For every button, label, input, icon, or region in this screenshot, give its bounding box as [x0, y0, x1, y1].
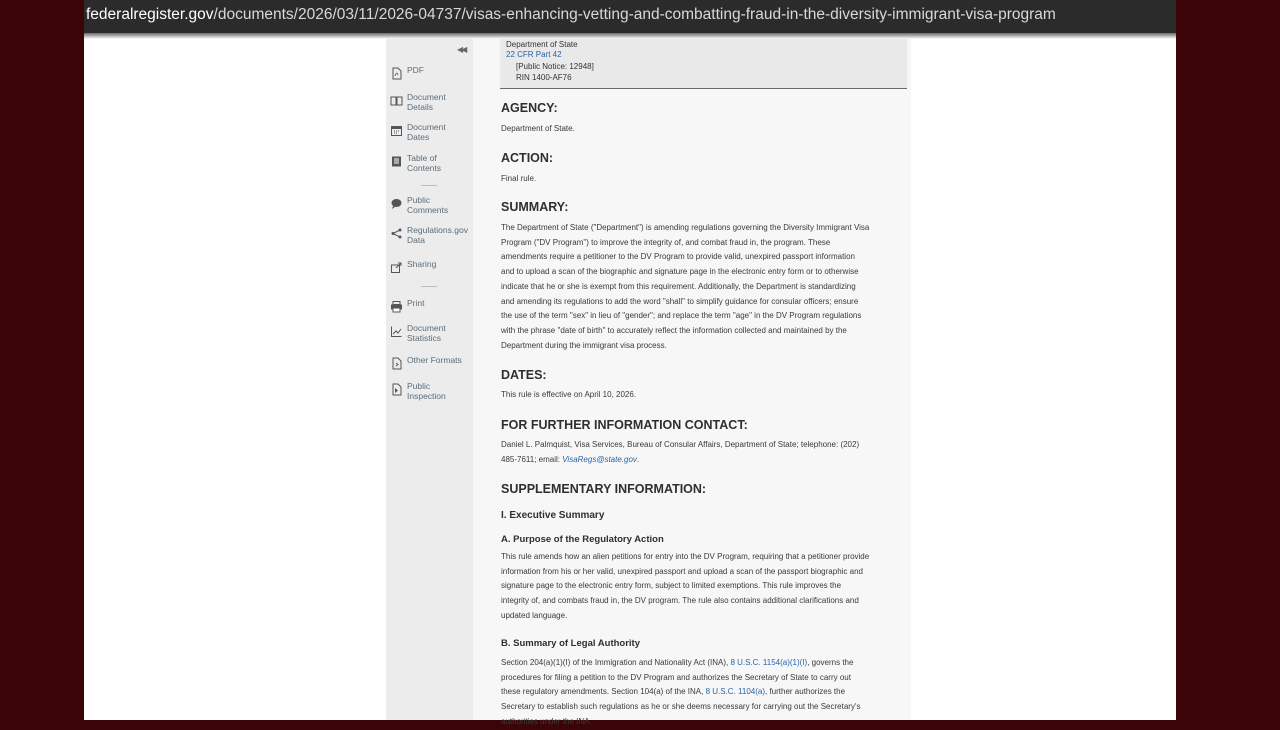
usc-link[interactable]: 8 U.S.C. 1104(a): [705, 687, 765, 697]
purpose-line: signature page to the electronic entry form, subject to limited exemptions. This rule improves the: [501, 581, 842, 591]
summary-line: indicate that he or she is exempt from this requirement. Additionally, the Department is standardizing: [501, 281, 856, 291]
summary-line: and amending its regulations to add the word "shall" to simplify guidance for consular officers; ensure: [501, 296, 859, 306]
double-chevron-left-icon[interactable]: ◀◀: [457, 45, 466, 54]
legal-line: [501, 656, 860, 671]
dates-heading: DATES:: [501, 368, 547, 382]
executive-summary-heading: I. Executive Summary: [501, 510, 605, 521]
print-icon: [390, 300, 403, 313]
summary-line: Program ("DV Program") to improve the integrity of, and combat fraud in, the program. These: [501, 237, 831, 247]
header-public-notice: [Public Notice: 12948]: [516, 62, 594, 71]
agency-text: Department of State.: [501, 124, 575, 133]
purpose-line: This rule amends how an alien petitions for entry into the DV Program, requiring that a petitioner provide: [501, 552, 870, 561]
calendar-icon: [390, 124, 403, 137]
sidebar-item-label: Document Dates: [407, 122, 446, 142]
usc-link[interactable]: 8 U.S.C. 1154(a)(1)(I): [730, 658, 808, 667]
address-bar[interactable]: [84, 0, 1176, 33]
contact-line: [501, 453, 859, 468]
sidebar-item-public-inspection[interactable]: [390, 382, 446, 401]
share-icon: [390, 261, 403, 274]
legal-text: , further authorizes the: [765, 687, 846, 697]
header-rin: RIN 1400-AF76: [516, 73, 572, 82]
contact-line-prefix: 485-7611; email:: [501, 454, 563, 464]
sidebar-item-label: Other Formats: [407, 355, 462, 365]
sidebar-item-label: Regulations.gov Data: [407, 225, 468, 245]
summary-line: amendments require a petitioner to the DV Program to provide valid, unexpired passport information: [501, 252, 855, 262]
agency-heading: AGENCY:: [501, 101, 558, 115]
document-sidebar: [386, 39, 473, 720]
summary-line: Department during the immigrant visa process.: [501, 340, 667, 350]
sidebar-item-label: PDF: [407, 65, 424, 75]
inspection-icon: [390, 383, 403, 396]
summary-heading: SUMMARY:: [501, 200, 569, 214]
sidebar-divider: [421, 286, 437, 287]
sidebar-item-sharing[interactable]: [390, 260, 436, 274]
legal-line: [501, 685, 860, 700]
sidebar-divider: [421, 185, 437, 186]
url-path: /documents/2026/03/11/2026-04737/visas-enhancing-vetting-and-combatting-fraud-in-the-diversity-immigrant-visa-program: [213, 6, 1056, 23]
sidebar-item-label: Sharing: [407, 259, 437, 269]
summary-line: The Department of State ("Department") is amending regulations governing the Diversity Immigrant Visa: [501, 223, 870, 232]
document-header-box: [500, 39, 907, 89]
pdf-icon: [390, 67, 403, 80]
sidebar-item-public-comments[interactable]: [390, 196, 448, 215]
summary-line: and to upload a scan of the biographic and signature page in the electronic entry form or to otherwise: [501, 267, 859, 277]
table-of-contents-icon: [390, 155, 403, 168]
email-link[interactable]: VisaRegs@state.gov: [562, 454, 637, 464]
contact-paragraph: [501, 438, 859, 467]
summary-paragraph: [501, 221, 869, 353]
sidebar-item-label: Document Details: [407, 92, 446, 112]
share-nodes-icon: [390, 227, 403, 240]
sidebar-item-label: Public Comments: [407, 195, 449, 215]
legal-authority-heading: B. Summary of Legal Authority: [501, 638, 640, 649]
action-text: Final rule.: [501, 174, 537, 183]
legal-line: procedures for filing a petition to the DV Program and authorizes the Secretary of State to carry out: [501, 672, 851, 682]
chart-icon: [390, 325, 403, 338]
supplementary-heading: SUPPLEMENTARY INFORMATION:: [501, 482, 707, 496]
comment-icon: [390, 197, 403, 210]
legal-text: these regulatory amendments. Section 104(a) of the INA,: [501, 687, 706, 697]
contact-line: Daniel L. Palmquist, Visa Services, Bureau of Consular Affairs, Department of State; telephone: (202): [501, 440, 860, 449]
header-agency: Department of State: [506, 40, 578, 49]
document-content: [473, 39, 911, 726]
purpose-heading: A. Purpose of the Regulatory Action: [501, 534, 664, 545]
sidebar-item-label: Public Inspection: [407, 381, 446, 401]
browser-frame: [84, 0, 1176, 726]
book-icon: [390, 94, 403, 107]
purpose-line: integrity of, and combats fraud in, the DV program. The rule also contains additional clarifications and: [501, 596, 859, 606]
sidebar-item-document-statistics[interactable]: [390, 324, 446, 343]
purpose-line: updated language.: [501, 610, 568, 620]
sidebar-item-table-of-contents[interactable]: [390, 154, 441, 173]
legal-line: authorities under the INA.: [501, 716, 592, 726]
legal-authority-paragraph: [501, 656, 860, 730]
purpose-line: information from his or her valid, unexpired passport and upload a scan of the passport biographic and: [501, 566, 863, 576]
legal-line: Secretary to establish such regulations as he or she deems necessary for carrying out the Secretary's: [501, 702, 861, 712]
dates-text: This rule is effective on April 10, 2026.: [501, 390, 637, 399]
sidebar-item-regulations-gov-data[interactable]: [390, 226, 468, 245]
sidebar-item-document-dates[interactable]: [390, 123, 446, 142]
sidebar-item-pdf[interactable]: [390, 66, 424, 80]
contact-heading: FOR FURTHER INFORMATION CONTACT:: [501, 418, 748, 432]
legal-text: Section 204(a)(1)(I) of the Immigration and Nationality Act (INA),: [501, 658, 731, 667]
summary-line: with the phrase "date of birth" to accurately reflect the information collected and maintained by the: [501, 325, 847, 335]
sidebar-item-label: Print: [407, 298, 425, 308]
sidebar-item-label: Document Statistics: [407, 323, 446, 343]
summary-line: the use of the term "sex" in lieu of "gender"; and replace the term "age" in the DV Program regulations: [501, 311, 862, 321]
contact-line-suffix: .: [636, 454, 640, 464]
sidebar-item-document-details[interactable]: [390, 93, 446, 112]
url-domain: federalregister.gov: [86, 6, 214, 23]
legal-text: , governs the: [807, 658, 854, 667]
sidebar-item-print[interactable]: [390, 299, 424, 313]
sidebar-item-other-formats[interactable]: [390, 356, 462, 370]
purpose-paragraph: [501, 550, 869, 624]
sidebar-item-label: Table of Contents: [407, 153, 442, 173]
action-heading: ACTION:: [501, 151, 554, 165]
header-cfr-link[interactable]: 22 CFR Part 42: [506, 50, 562, 59]
document-icon: [390, 357, 403, 370]
